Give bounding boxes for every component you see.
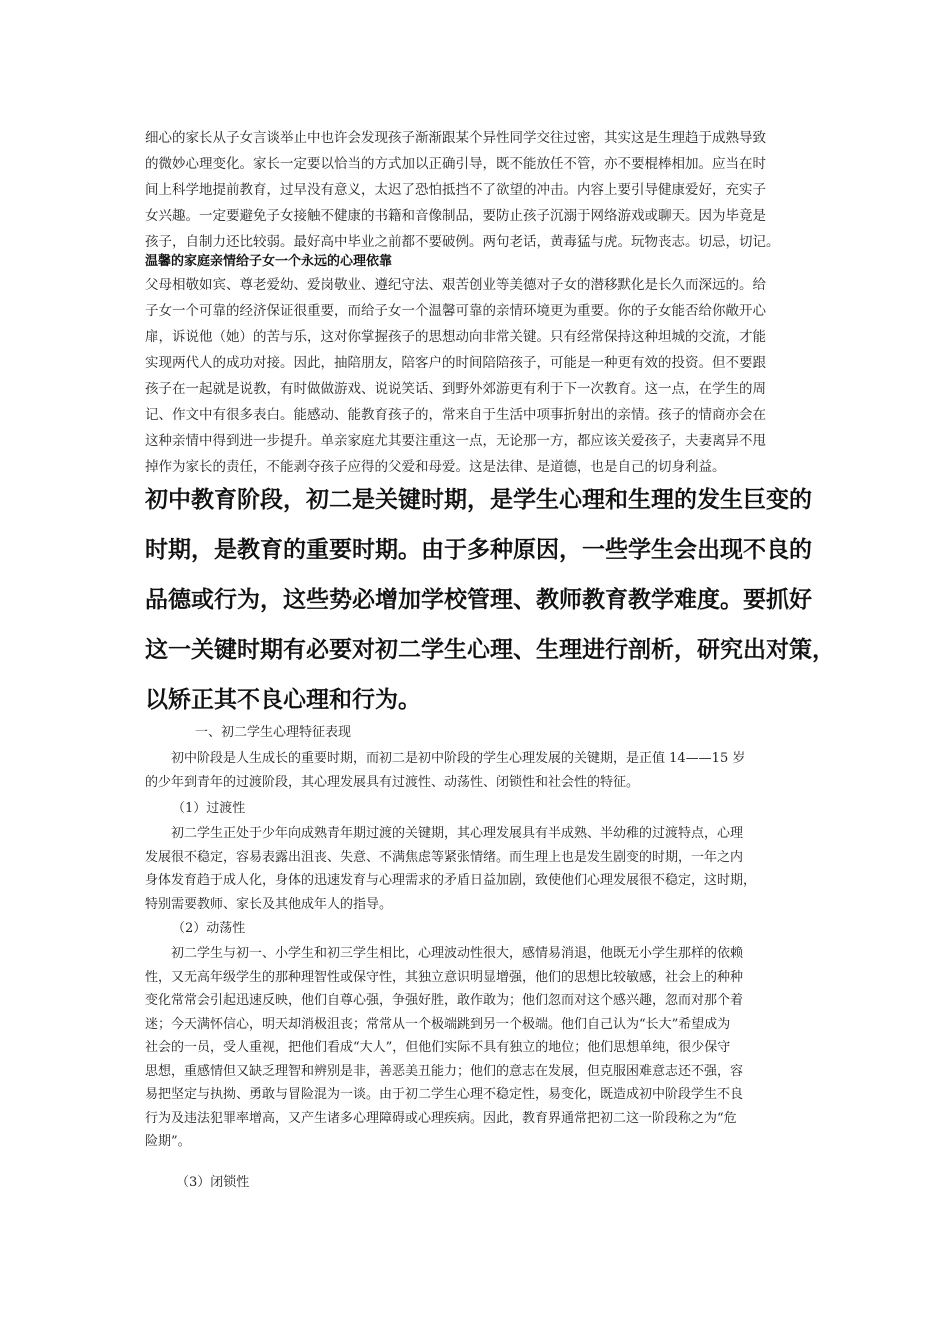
text-line: 子女一个可靠的经济保证很重要，而给子女一个温馨可靠的亲情环境更为重要。你的子女能否给你敞开心 (145, 303, 766, 319)
text-line: 初中教育阶段，初二是关键时期，是学生心理和生理的发生巨变的 (145, 487, 812, 513)
text-line: 身体发育趋于成人化，身体的迅速发育与心理需求的矛盾日益加剧，致使他们心理发展很不稳定，这时期， (145, 873, 757, 888)
paragraph-family-warmth (145, 272, 825, 480)
text-line: 思想，重感情但又缺乏理智和辨别是非，善恶美丑能力；他们的意志在发展，但克服困难意志还不强，容 (145, 1063, 744, 1079)
text-line: 社会的一员，受人重视，把他们看成“大人”，但他们实际不具有独立的地位；他们思想单纯，很少保守 (145, 1040, 731, 1055)
section-heading-family-warmth: 温馨的家庭亲情给子女一个永远的心理依靠 (145, 254, 393, 269)
text-line: 掉作为家长的责任，不能剥夺孩子应得的父爱和母爱。这是法律、是道德，也是自己的切身利益。 (145, 459, 726, 475)
text-line: 性，又无高年级学生的那种理智性或保守性，其独立意识明显增强，他们的思想比较敏感，社会上的种种 (145, 969, 744, 985)
text-line: 险期”。 (145, 1134, 191, 1149)
text-line: 这一关键时期有必要对初二学生心理、生理进行剖析，研究出对策， (145, 637, 835, 663)
text-line: 迷；今天满怀信心，明天却消极沮丧；常常从一个极端跳到另一个极端。他们自己认为“长大”希望成为 (145, 1016, 731, 1032)
part1-heading: 一、初二学生心理特征表现 (195, 725, 352, 740)
text-line: 记、作文中有很多表白。能感动、能教育孩子的，常来自于生活中项事折射出的亲情。孩子的情商亦会在 (145, 407, 766, 423)
text-line: 孩子，自制力还比较弱。最好高中毕业之前都不要破例。两句老话，黄毒猛与虎。玩物丧志。切忌，切记。 (145, 234, 780, 250)
text-line: 时期，是教育的重要时期。由于多种原因，一些学生会出现不良的 (145, 537, 812, 563)
text-line: 孩子在一起就是说教，有时做做游戏、说说笑话、到野外郊游更有利于下一次教育。这一点，在学生的周 (145, 381, 766, 397)
text-line: 初中阶段是人生成长的重要时期，而初二是初中阶段的学生心理发展的关键期，是正值 14——15 岁 (171, 751, 746, 766)
text-line: 细心的家长从子女言谈举止中也许会发现孩子渐渐跟某个异性同学交往过密，其实这是生理趋于成熟导致 (145, 130, 766, 146)
text-line: 变化常常会引起迅速反映，他们自尊心强，争强好胜，敢作敢为；他们忽而对这个感兴趣，忽而对那个着 (145, 993, 744, 1008)
text-line: 父母相敬如宾、尊老爱幼、爱岗敬业、遵纪守法、艰苦创业等美德对子女的潜移默化是长久而深远的。给 (145, 277, 766, 293)
intro-bold-paragraph (145, 475, 835, 725)
text-line: 间上科学地提前教育，过早没有意义，太迟了恐怕抵挡不了欲望的冲击。内容上要引导健康爱好，充实子 (145, 182, 766, 198)
text-line: 的微妙心理变化。家长一定要以恰当的方式加以正确引导，既不能放任不管，亦不要棍棒相加。应当在时 (145, 156, 766, 172)
paragraph-part1-intro (145, 747, 825, 794)
text-line: 实现两代人的成功对接。因此，抽陪朋友，陪客户的时间陪陪孩子，可能是一种更有效的投资。但不要跟 (145, 355, 766, 371)
paragraph-turbulence (145, 942, 825, 1154)
paragraph-dating-guidance (145, 125, 825, 255)
text-line: 易把坚定与执拗、勇敢与冒险混为一谈。由于初二学生心理不稳定性，易变化，既造成初中阶段学生不良 (145, 1087, 744, 1102)
paragraph-transition (145, 822, 825, 916)
text-line: 扉，诉说他（她）的苦与乐，这对你掌握孩子的思想动向非常关键。只有经常保持这种坦城的交流，才能 (145, 329, 766, 345)
subheading-closedness: （3）闭锁性 (176, 1175, 250, 1190)
text-line: 发展很不稳定，容易表露出沮丧、失意、不满焦虑等紧张情绪。而生理上也是发生剧变的时期，一年之内 (145, 849, 744, 865)
subheading-turbulence: （2）动荡性 (172, 921, 246, 936)
text-line: 以矫正其不良心理和行为。 (145, 687, 421, 713)
text-line: 这种亲情中得到进一步提升。单亲家庭尤其要注重这一点，无论那一方，都应该关爱孩子，夫妻离异不甩 (145, 433, 766, 449)
subheading-transition: （1）过渡性 (172, 801, 246, 816)
text-line: 女兴趣。一定要避免子女接触不健康的书籍和音像制品，要防止孩子沉溺于网络游戏或聊天。因为毕竟是 (145, 208, 766, 224)
text-line: 品德或行为，这些势必增加学校管理、教师教育教学难度。要抓好 (145, 587, 812, 613)
text-line: 行为及违法犯罪率增高，又产生诸多心理障碍或心理疾病。因此，教育界通常把初二这一阶段称之为“危 (145, 1110, 737, 1126)
text-line: 初二学生正处于少年向成熟青年期过渡的关键期，其心理发展具有半成熟、半幼稚的过渡特点，心理 (171, 826, 744, 841)
text-line: 特别需要教师、家长及其他成年人的指导。 (145, 896, 393, 912)
text-line: 初二学生与初一、小学生和初三学生相比，心理波动性很大，感情易消退，他既无小学生那样的依赖 (171, 946, 744, 961)
text-line: 的少年到青年的过渡阶段，其心理发展具有过渡性、动荡性、闭锁性和社会性的特征。 (145, 774, 640, 790)
